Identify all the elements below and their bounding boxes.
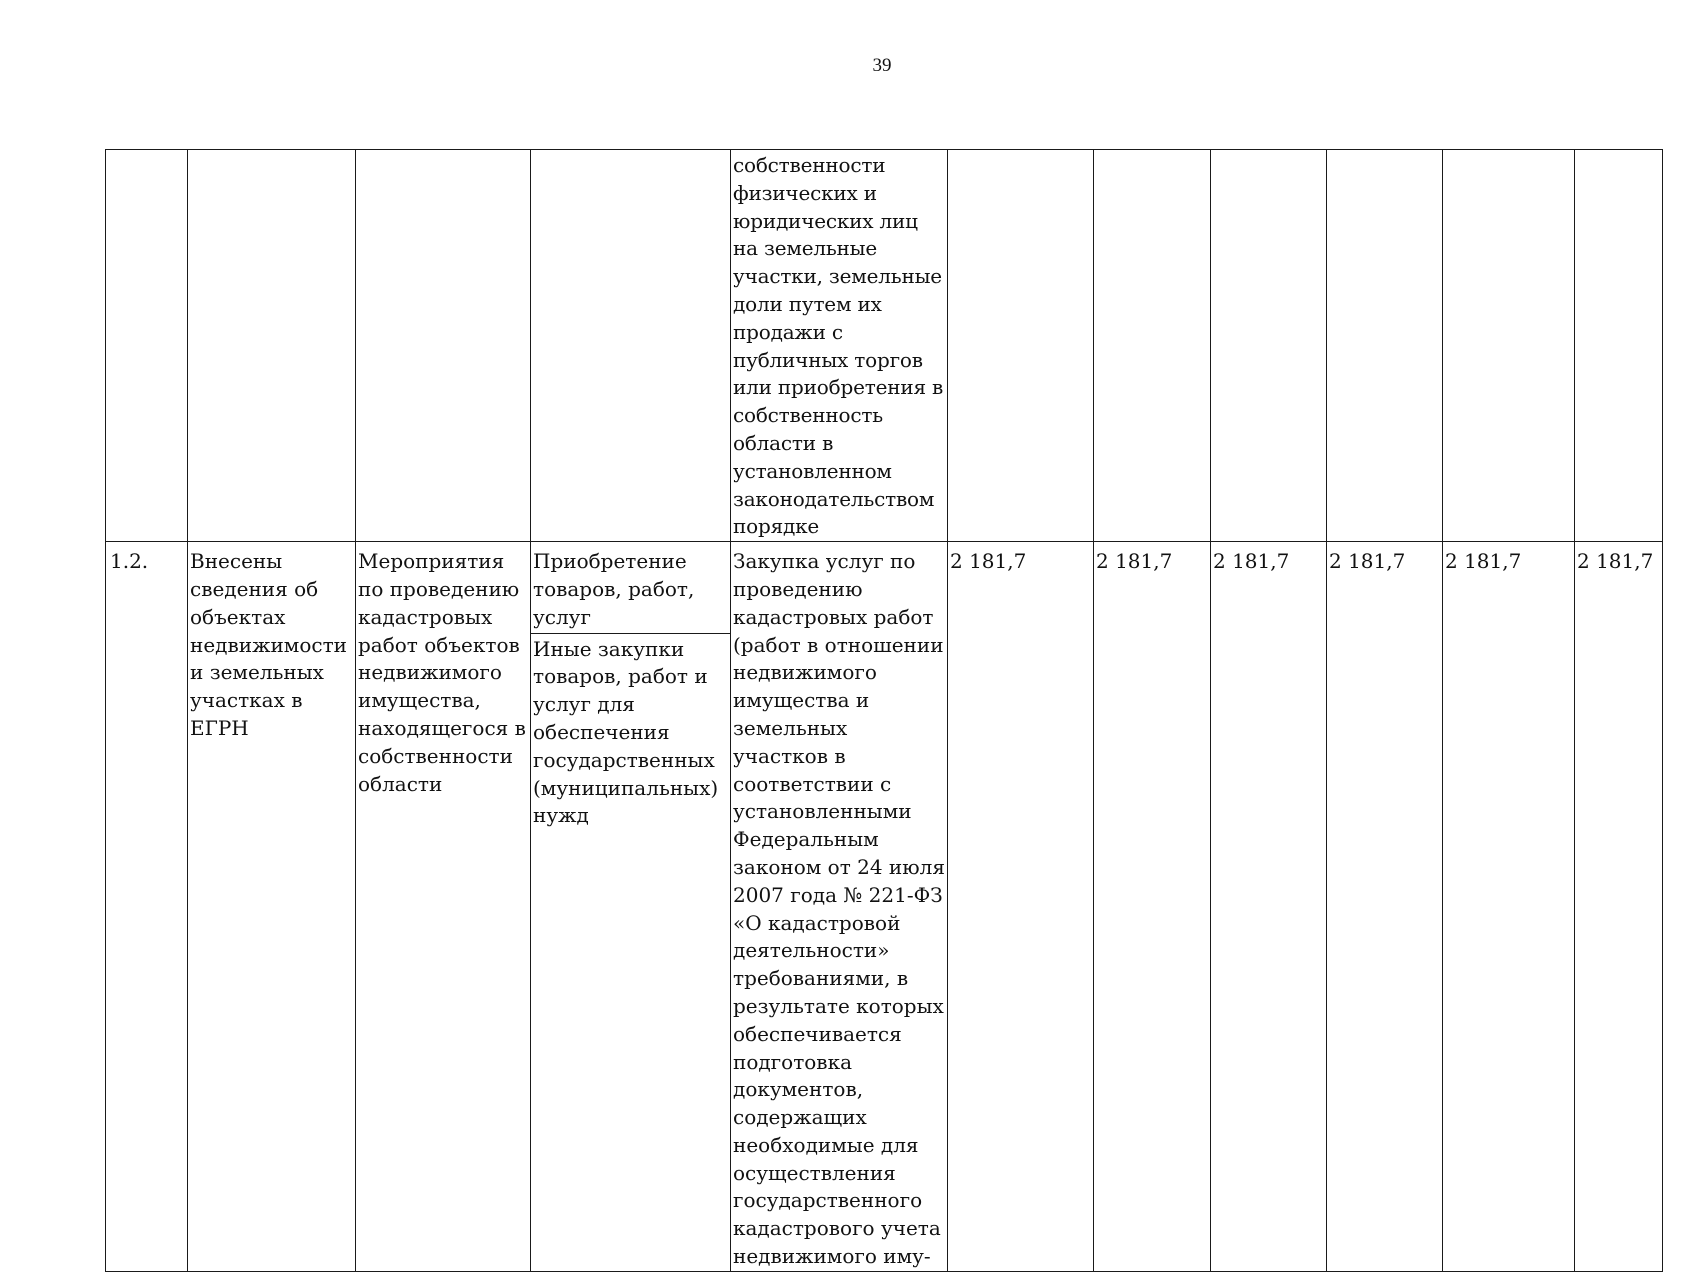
- cell-amount-2: [1094, 542, 1211, 1272]
- cell-amount-1: [948, 542, 1094, 1272]
- event-text: Мероприятия по проведению кадастровых работ объектов недвижимого имущества, находящегося в собственности области: [358, 549, 526, 796]
- page-number: 39: [872, 55, 892, 76]
- row-number: 1.2.: [110, 549, 149, 574]
- amount-value: 2 181,7: [1329, 549, 1406, 574]
- amount-value: 2 181,7: [1445, 549, 1522, 574]
- cell-result: [188, 542, 356, 1272]
- cell-amount-6: [1575, 542, 1663, 1272]
- cell-expense-empty: [531, 150, 731, 542]
- description-text: Закупка услуг по проведению кадастровых работ (работ в отношении недвижимого имущества и земельных участков в соответствии с установленными Федеральным законом от 24 июля 2007 года № 221-ФЗ «О кадастровой деятельности» требованиями, в результате которых обеспечивается подготовка документов, содержащих необходимые для осуществления государственного кадастрового учета недвижимого иму-: [733, 549, 945, 1269]
- amount-value: 2 181,7: [1213, 549, 1290, 574]
- cell-event-empty: [356, 150, 531, 542]
- expense-type-text: Приобретение товаров, работ, услуг: [531, 548, 730, 633]
- amount-value: 2 181,7: [950, 549, 1027, 574]
- cell-description-continued: [731, 150, 948, 542]
- amount-value: 2 181,7: [1577, 549, 1654, 574]
- expense-subtype-text: Иные закупки товаров, работ и услуг для обеспечения государственных (муниципальных) нужд: [533, 636, 719, 828]
- cell-description: [731, 542, 948, 1272]
- result-text: Внесены сведения об объектах недвижимости и земельных участках в ЕГРН: [190, 549, 347, 740]
- cell-amount-empty-4: [1327, 150, 1443, 542]
- cell-amount-5: [1443, 542, 1575, 1272]
- cell-amount-3: [1211, 542, 1327, 1272]
- cell-amount-empty-1: [948, 150, 1094, 542]
- cell-row-number: [106, 542, 188, 1272]
- description-continued-text: собственности физических и юридических лиц на земельные участки, земельные доли путем их продажи с публичных торгов или приобретения в собственность области в установленном законодательством порядке: [733, 153, 944, 539]
- cell-event: [356, 542, 531, 1272]
- cell-expense: [531, 542, 731, 1272]
- cell-amount-empty-6: [1575, 150, 1663, 542]
- table-row-1-2: [106, 542, 1663, 1272]
- cell-amount-empty-2: [1094, 150, 1211, 542]
- cell-result-empty: [188, 150, 356, 542]
- cell-number-empty: [106, 150, 188, 542]
- budget-table: [105, 149, 1663, 1272]
- amount-value: 2 181,7: [1096, 549, 1173, 574]
- cell-amount-empty-3: [1211, 150, 1327, 542]
- cell-amount-4: [1327, 542, 1443, 1272]
- cell-amount-empty-5: [1443, 150, 1575, 542]
- table-row-continuation: [106, 150, 1663, 542]
